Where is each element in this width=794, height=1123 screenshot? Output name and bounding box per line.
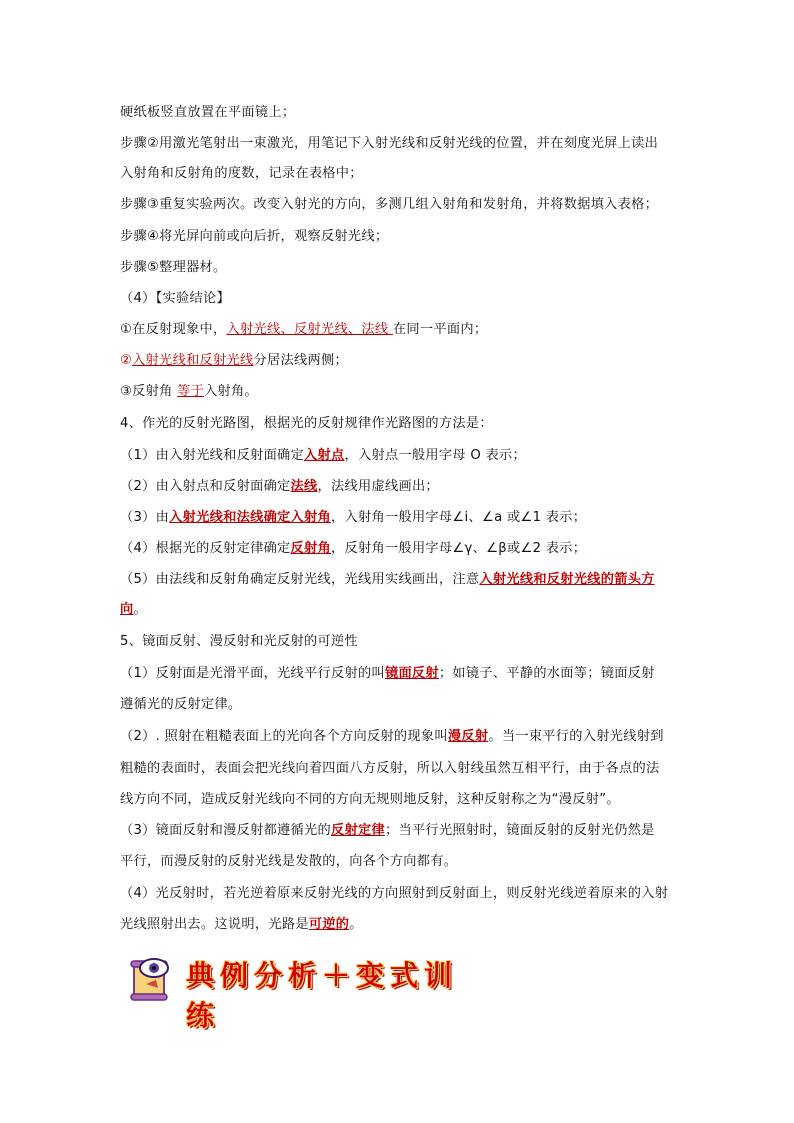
text-line xyxy=(120,227,388,247)
paragraph-line xyxy=(120,884,668,904)
answer-highlight: 镜面反射 xyxy=(384,666,439,681)
line-text: ，入射角一般用字母∠i、∠a 或∠1 表示； xyxy=(331,510,587,525)
line-text: 硬纸板竖直放置在平面镜上； xyxy=(120,105,296,120)
answer-highlight: 入射光线和反射光线 xyxy=(132,353,254,368)
answer-highlight: 反射角 xyxy=(290,541,332,556)
banner-title: 典例分析＋变式训练 xyxy=(186,959,459,1032)
method-step xyxy=(120,539,586,559)
section-heading xyxy=(120,289,230,309)
line-text: 平行，而漫反射的反射光线是发散的，向各个方向都有。 xyxy=(120,854,458,869)
line-text: （2）由入射点和反射面确定 xyxy=(120,479,291,494)
line-text: ①在反射现象中， xyxy=(120,322,227,337)
text-line xyxy=(120,134,658,154)
line-text: （5）由法线和反射角确定反射光线，光线用实线画出，注意 xyxy=(120,572,480,587)
line-text: 线方向不同，造成反射光线向不同的方向无规则地反射，这种反射称之为“漫反射”。 xyxy=(120,792,620,807)
line-text: 步骤④将光屏向前或向后折，观察反射光线； xyxy=(120,229,389,244)
answer-highlight: 法线 xyxy=(290,479,318,494)
line-text: ；如镜子、平静的水面等；镜面反射 xyxy=(438,666,655,681)
paragraph-line xyxy=(120,695,241,715)
answer-highlight: 入射光线和反射光线的箭头方 xyxy=(479,572,655,587)
line-text: （3）镜面反射和漫反射都遵循光的 xyxy=(120,823,332,838)
line-text: ，法线用虚线画出； xyxy=(317,479,439,494)
answer-highlight: 入射光线和法线确定入射角 xyxy=(169,510,332,525)
text-line xyxy=(120,103,295,123)
line-text: （2）. 照射在粗糙表面上的光向各个方向反射的现象叫 xyxy=(120,729,448,744)
answer-highlight: 可逆的 xyxy=(308,917,350,932)
line-text: 步骤③重复实验两次。改变入射光的方向，多测几组入射角和发射角，并将数据填入表格； xyxy=(120,197,659,212)
line-text: ③反射角 xyxy=(120,384,178,399)
method-step xyxy=(120,508,586,528)
line-text: （3）由 xyxy=(120,510,170,525)
section-heading xyxy=(120,414,493,434)
line-text: 5、镜面反射、漫反射和光反射的可逆性 xyxy=(120,634,358,649)
paragraph-line xyxy=(120,727,664,747)
line-text: （4）根据光的反射定律确定 xyxy=(120,541,291,556)
line-text: 遵循光的反射定律。 xyxy=(120,697,242,712)
paragraph-line xyxy=(120,852,457,872)
method-step-continued xyxy=(120,600,147,620)
line-text: 。 xyxy=(133,602,147,617)
paragraph-line xyxy=(120,790,620,810)
line-text: ，反射角一般用字母∠γ、∠β或∠2 表示； xyxy=(331,541,587,556)
line-text: （1）反射面是光滑平面，光线平行反射的叫 xyxy=(120,666,385,681)
method-step xyxy=(120,570,655,590)
line-text: 入射角。 xyxy=(204,384,259,399)
scroll-eye-icon xyxy=(128,954,174,1002)
paragraph-line xyxy=(120,664,655,684)
line-text: （4）【实验结论】 xyxy=(120,291,230,306)
method-step xyxy=(120,446,526,466)
answer-highlight: 等于 xyxy=(177,384,205,399)
line-text: ，入射点一般用字母 O 表示； xyxy=(344,448,527,463)
line-text: ② xyxy=(120,353,133,368)
paragraph-line xyxy=(120,759,660,779)
answer-highlight: 反射定律 xyxy=(331,823,385,838)
line-text: 步骤②用激光笔射出一束激光，用笔记下入射光线和反射光线的位置，并在刻度光屏上读出 xyxy=(120,136,659,151)
line-text: 粗糙的表面时，表面会把光线向着四面八方反射，所以入射线虽然互相平行，由于各点的法 xyxy=(120,761,660,776)
line-text: （4）光反射时，若光逆着原来反射光线的方向照射到反射面上，则反射光线逆着原来的入射 xyxy=(120,886,669,901)
text-line xyxy=(120,258,227,278)
line-text: 步骤⑤整理器材。 xyxy=(120,260,227,275)
line-text: ；当平行光照射时，镜面反射的反射光仍然是 xyxy=(384,823,655,838)
method-step xyxy=(120,477,439,497)
answer-highlight: 入射光线、反射光线、法线 xyxy=(226,322,393,337)
answer-highlight: 漫反射 xyxy=(447,729,489,744)
line-text: 4、作光的反射光路图，根据光的反射规律作光路图的方法是： xyxy=(120,416,493,431)
paragraph-line xyxy=(120,915,363,935)
line-text: 入射角和反射角的度数，记录在表格中； xyxy=(120,166,363,181)
paragraph-line xyxy=(120,821,655,841)
answer-highlight: 入射点 xyxy=(304,448,345,463)
conclusion-item xyxy=(120,382,258,402)
text-line xyxy=(120,195,658,215)
section-heading xyxy=(120,632,358,652)
line-text: （1）由入射光线和反射面确定 xyxy=(120,448,305,463)
line-text: 。 xyxy=(349,917,363,932)
answer-highlight: 向 xyxy=(120,602,134,617)
text-line xyxy=(120,164,363,184)
section-banner xyxy=(124,950,464,1032)
conclusion-item xyxy=(120,351,348,371)
conclusion-item xyxy=(120,320,487,340)
line-text: 。当一束平行的入射光线射到 xyxy=(488,729,664,744)
line-text: 分居法线两侧； xyxy=(253,353,348,368)
line-text: 光线照射出去。这说明，光路是 xyxy=(120,917,309,932)
line-text: 在同一平面内； xyxy=(392,322,488,337)
